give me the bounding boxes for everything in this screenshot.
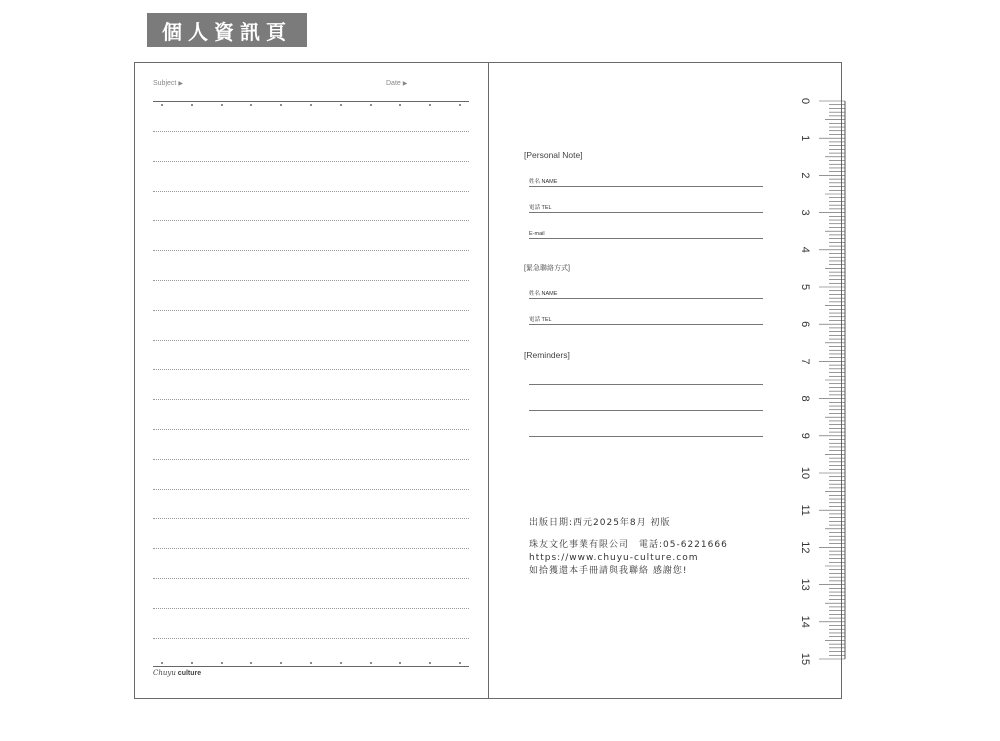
- tick-dot: [429, 662, 431, 664]
- top-rule: [153, 101, 469, 102]
- ruler-number: 5: [799, 283, 811, 291]
- tick-dot: [459, 104, 461, 106]
- publication-date: 出版日期:西元2025年8月 初版: [529, 518, 671, 528]
- tick-dot: [459, 662, 461, 664]
- writing-line[interactable]: [153, 310, 469, 311]
- tick-dot: [191, 662, 193, 664]
- writing-line[interactable]: [153, 131, 469, 132]
- emergency-name-label: 姓名 NAME: [529, 291, 558, 297]
- ruler-number: 12: [799, 541, 811, 554]
- top-tick-dots: [153, 104, 469, 107]
- tick-dot: [340, 662, 342, 664]
- ruler-number: 14: [799, 615, 811, 628]
- ruler: [799, 97, 845, 666]
- emergency-name-field[interactable]: [529, 289, 763, 299]
- tick-dot: [191, 104, 193, 106]
- writing-line[interactable]: [153, 280, 469, 281]
- tick-dot: [221, 662, 223, 664]
- reminder-line[interactable]: [529, 410, 763, 411]
- ruler-number: 3: [799, 209, 811, 216]
- ruler-number: 9: [799, 432, 811, 439]
- name-field-label: 姓名 NAME: [529, 179, 558, 185]
- subject-label: [153, 80, 183, 87]
- tel-field-label: 電話 TEL: [529, 205, 552, 211]
- writing-line[interactable]: [153, 578, 469, 579]
- reminders-title: [Reminders]: [524, 350, 570, 360]
- personal-info-page: [489, 63, 841, 698]
- tick-dot: [280, 104, 282, 106]
- writing-line[interactable]: [153, 369, 469, 370]
- tick-dot: [310, 104, 312, 106]
- writing-line[interactable]: [153, 220, 469, 221]
- subject-label-text: Subject: [153, 80, 177, 87]
- name-field[interactable]: [529, 177, 763, 187]
- brand-script: Chuyu: [153, 669, 176, 677]
- tick-dot: [161, 662, 163, 664]
- ruler-number: 10: [799, 466, 811, 480]
- brand-bold: culture: [177, 670, 202, 677]
- tick-dot: [310, 662, 312, 664]
- ruler-number: 0: [799, 97, 811, 105]
- tick-dot: [399, 104, 401, 106]
- email-field[interactable]: [529, 229, 763, 239]
- website-link[interactable]: https://www.chuyu-culture.com: [529, 553, 699, 563]
- tick-dot: [399, 662, 401, 664]
- triangle-right-icon: ▶: [178, 81, 183, 87]
- ruler-number: 6: [799, 321, 811, 328]
- writing-line[interactable]: [153, 191, 469, 192]
- lined-notes-page: [135, 63, 488, 698]
- writing-line[interactable]: [153, 429, 469, 430]
- ruler-number: 2: [799, 172, 811, 179]
- writing-line[interactable]: [153, 608, 469, 609]
- emergency-tel-label: 電話 TEL: [529, 317, 552, 323]
- ruler-number: 13: [799, 578, 811, 591]
- ruler-number: 11: [799, 504, 811, 516]
- brand-logo: [153, 669, 201, 677]
- date-label: [386, 80, 407, 87]
- tel-field[interactable]: [529, 203, 763, 213]
- notebook-spread: [134, 62, 842, 699]
- tick-dot: [280, 662, 282, 664]
- page-title: 個人資訊頁: [147, 13, 307, 47]
- writing-line[interactable]: [153, 459, 469, 460]
- writing-line[interactable]: [153, 489, 469, 490]
- writing-line[interactable]: [153, 250, 469, 251]
- ruler-number: 8: [799, 395, 811, 402]
- date-label-text: Date: [386, 80, 401, 87]
- writing-line[interactable]: [153, 548, 469, 549]
- writing-line[interactable]: [153, 518, 469, 519]
- writing-line[interactable]: [153, 399, 469, 400]
- reminder-line[interactable]: [529, 436, 763, 437]
- tick-dot: [250, 104, 252, 106]
- tick-dot: [429, 104, 431, 106]
- ruler-number: 15: [799, 652, 811, 666]
- writing-line[interactable]: [153, 161, 469, 162]
- tick-dot: [370, 104, 372, 106]
- tick-dot: [250, 662, 252, 664]
- ruler-number: 4: [799, 246, 811, 253]
- writing-line[interactable]: [153, 638, 469, 639]
- tick-dot: [161, 104, 163, 106]
- triangle-right-icon: ▶: [402, 81, 408, 87]
- bottom-tick-dots: [153, 662, 469, 665]
- writing-line[interactable]: [153, 340, 469, 341]
- company-info: 珠友文化事業有限公司 電話:05-6221666: [529, 540, 728, 550]
- tick-dot: [370, 662, 372, 664]
- ruler-number: 1: [799, 135, 811, 142]
- personal-note-title: [Personal Note]: [524, 150, 583, 160]
- emergency-contact-title: [緊急聯絡方式]: [524, 265, 570, 272]
- reminder-line[interactable]: [529, 384, 763, 385]
- emergency-tel-field[interactable]: [529, 315, 763, 325]
- ruler-number: 7: [799, 358, 811, 365]
- email-field-label: E-mail: [529, 231, 545, 237]
- tick-dot: [340, 104, 342, 106]
- bottom-rule: [153, 666, 469, 667]
- tick-dot: [221, 104, 223, 106]
- return-note: 如拾獲還本手冊請與我聯絡 感謝您!: [529, 566, 688, 576]
